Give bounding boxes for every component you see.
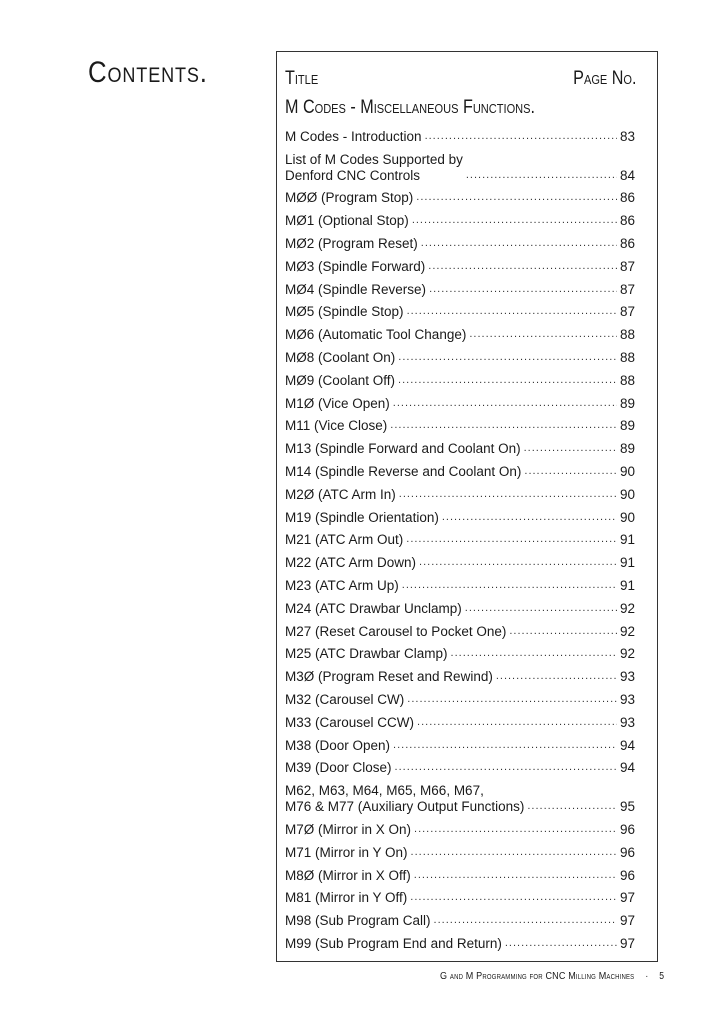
toc-entry-title-line: MØ4 (Spindle Reverse) (285, 281, 427, 297)
toc-entry (285, 412, 635, 435)
dot-leader (466, 169, 617, 181)
toc-entry-title (285, 890, 407, 906)
dot-leader (414, 823, 617, 835)
toc-entry-title (285, 396, 390, 412)
toc-entry-page: 89 (619, 395, 635, 411)
toc-entry-page: 90 (619, 509, 635, 525)
toc-entry-page: 93 (619, 669, 635, 685)
toc-entry-title (285, 692, 404, 708)
dot-leader (407, 693, 617, 705)
toc-entry-title (285, 350, 395, 366)
toc-entry-title-line: MØ3 (Spindle Forward) (285, 258, 426, 274)
toc-entry-title-line: M32 (Carousel CW) (285, 691, 405, 707)
toc-entry-title-line: M1Ø (Vice Open) (285, 395, 390, 411)
toc-entry-page: 96 (619, 867, 635, 883)
toc-entry-title-line: MØ5 (Spindle Stop) (285, 304, 404, 320)
toc-entry-title (285, 555, 416, 571)
toc-entry-title (285, 715, 414, 731)
toc-entry-title (285, 532, 403, 548)
toc-entry-title-line: M39 (Door Close) (285, 760, 392, 776)
toc-entries (285, 122, 635, 952)
toc-entry-title-line: MØ1 (Optional Stop) (285, 213, 409, 229)
toc-entry-page: 96 (619, 821, 635, 837)
toc-entry-page: 93 (619, 714, 635, 730)
toc-entry (285, 617, 635, 640)
toc-entry (285, 708, 635, 731)
toc-entry-page: 88 (619, 372, 635, 388)
dot-leader (399, 488, 617, 500)
toc-entry-title-line: Denford CNC Controls (285, 167, 421, 183)
dot-leader (434, 914, 617, 926)
contents-table (276, 51, 658, 962)
toc-entry (285, 861, 635, 884)
toc-entry-title (285, 282, 426, 298)
toc-entry-page: 86 (619, 235, 635, 251)
toc-entry-title (285, 646, 448, 662)
column-header-title: Title (285, 68, 319, 89)
toc-entry-title (285, 259, 425, 275)
toc-entry-title (285, 845, 408, 861)
toc-entry-page: 89 (619, 441, 635, 457)
toc-entry (285, 929, 635, 952)
toc-entry-title-line: M13 (Spindle Forward and Coolant On) (285, 441, 521, 457)
toc-entry-title (285, 601, 462, 617)
toc-entry-title (285, 304, 404, 320)
toc-entry-title-line: M81 (Mirror in Y Off) (285, 890, 408, 906)
toc-entry (285, 526, 635, 549)
toc-entry (285, 731, 635, 754)
dot-leader (524, 442, 617, 454)
dot-leader (465, 602, 617, 614)
toc-entry-title-line: M22 (ATC Arm Down) (285, 555, 417, 571)
toc-entry-page: 83 (619, 128, 635, 144)
toc-entry-title-line: M14 (Spindle Reverse and Coolant On) (285, 463, 522, 479)
toc-entry-title-line: M23 (ATC Arm Up) (285, 577, 399, 593)
toc-entry-page: 87 (619, 258, 635, 274)
toc-entry-page: 90 (619, 486, 635, 502)
dot-leader (393, 739, 617, 751)
toc-entry-title (285, 441, 521, 457)
toc-entry-page: 96 (619, 844, 635, 860)
toc-entry (285, 906, 635, 929)
dot-leader (417, 716, 617, 728)
toc-entry (285, 389, 635, 412)
toc-entry-title (285, 578, 399, 594)
toc-entry-title (285, 190, 413, 206)
toc-entry (285, 206, 635, 229)
dot-leader (425, 130, 617, 142)
dot-leader (390, 419, 617, 431)
toc-entry-title (285, 129, 422, 145)
toc-entry-title-line: M25 (ATC Drawbar Clamp) (285, 646, 448, 662)
toc-entry-title (285, 487, 396, 503)
dot-leader (421, 237, 617, 249)
toc-entry-page: 90 (619, 463, 635, 479)
toc-entry-title (285, 913, 431, 929)
toc-entry-page: 94 (619, 737, 635, 753)
toc-entry (285, 548, 635, 571)
toc-entry-page: 87 (619, 281, 635, 297)
toc-entry (285, 275, 635, 298)
footer-separator: · (645, 971, 649, 982)
dot-leader (393, 397, 617, 409)
toc-entry (285, 184, 635, 207)
page-footer (440, 970, 664, 982)
toc-entry-page: 86 (619, 213, 635, 229)
toc-entry-title (285, 936, 502, 952)
toc-entry (285, 122, 635, 145)
toc-entry (285, 685, 635, 708)
dot-leader (509, 625, 617, 637)
dot-leader (505, 937, 617, 949)
dot-leader (429, 283, 617, 295)
dot-leader (412, 214, 617, 226)
toc-entry-page: 87 (619, 304, 635, 320)
toc-entry-page: 89 (619, 418, 635, 434)
dot-leader (402, 579, 617, 591)
toc-entry-title-line: M24 (ATC Drawbar Unclamp) (285, 600, 462, 616)
toc-entry (285, 571, 635, 594)
toc-entry (285, 343, 635, 366)
toc-entry-page: 97 (619, 913, 635, 929)
toc-entry-title (285, 418, 387, 434)
toc-entry-title (285, 669, 493, 685)
toc-entry (285, 298, 635, 321)
contents-heading: Contents. (88, 56, 208, 89)
toc-entry (285, 480, 635, 503)
toc-entry-title (285, 822, 411, 838)
toc-entry (285, 457, 635, 480)
dot-leader (407, 305, 617, 317)
dot-leader (419, 556, 617, 568)
dot-leader (527, 800, 617, 812)
toc-entry-page: 95 (619, 799, 635, 815)
toc-entry (285, 662, 635, 685)
toc-entry (285, 366, 635, 389)
toc-entry-title-line: M33 (Carousel CCW) (285, 714, 415, 730)
toc-entry-title-line: M2Ø (ATC Arm In) (285, 486, 396, 502)
toc-entry-title-line: M19 (Spindle Orientation) (285, 509, 439, 525)
toc-entry-page: 92 (619, 623, 635, 639)
toc-entry-title-line: M99 (Sub Program End and Return) (285, 935, 502, 951)
column-header-page-no: Page No. (573, 68, 637, 89)
toc-entry-title (285, 783, 524, 815)
toc-entry-page: 94 (619, 760, 635, 776)
toc-entry-title-line: M98 (Sub Program Call) (285, 913, 431, 929)
toc-entry-title-line: M62, M63, M64, M65, M66, M67, (285, 783, 484, 799)
toc-entry-page: 92 (619, 646, 635, 662)
toc-entry-title-line: List of M Codes Supported by (285, 151, 463, 167)
toc-entry-title-line: M7Ø (Mirror in X On) (285, 821, 412, 837)
toc-entry-title-line: M71 (Mirror in Y On) (285, 844, 408, 860)
toc-entry-page: 86 (619, 190, 635, 206)
dot-leader (469, 328, 617, 340)
toc-entry (285, 815, 635, 838)
toc-entry-title (285, 327, 466, 343)
dot-leader (442, 511, 617, 523)
toc-entry-page: 91 (619, 577, 635, 593)
toc-entry-page: 84 (619, 167, 635, 183)
toc-entry-title (285, 373, 395, 389)
dot-leader (398, 351, 617, 363)
toc-entry (285, 640, 635, 663)
dot-leader (496, 670, 617, 682)
dot-leader (398, 374, 617, 386)
toc-entry-page: 88 (619, 327, 635, 343)
toc-entry-title-line: MØ6 (Automatic Tool Change) (285, 327, 467, 343)
dot-leader (414, 869, 617, 881)
toc-entry-title (285, 738, 390, 754)
toc-entry (285, 884, 635, 907)
toc-entry-title (285, 236, 418, 252)
toc-entry (285, 594, 635, 617)
dot-leader (416, 191, 617, 203)
toc-entry-title-line: M21 (ATC Arm Out) (285, 532, 404, 548)
section-heading: M Codes - Miscellaneous Functions. (285, 97, 536, 118)
toc-entry (285, 434, 635, 457)
dot-leader (428, 260, 617, 272)
toc-entry-title-line: M8Ø (Mirror in X Off) (285, 867, 411, 883)
footer-title: G and M Programming for CNC Milling Machines (440, 970, 635, 982)
toc-entry-page: 97 (619, 890, 635, 906)
toc-entry-title-line: MØ9 (Coolant Off) (285, 372, 396, 388)
toc-entry-title-line: M27 (Reset Carousel to Pocket One) (285, 623, 507, 639)
toc-entry-title (285, 760, 392, 776)
dot-leader (411, 846, 617, 858)
toc-entry-page: 97 (619, 935, 635, 951)
dot-leader (395, 761, 617, 773)
toc-entry-title (285, 868, 411, 884)
toc-entry-page: 92 (619, 600, 635, 616)
dot-leader (451, 647, 617, 659)
toc-entry-title (285, 624, 506, 640)
toc-entry-title (285, 510, 439, 526)
toc-entry-title-line: MØ2 (Program Reset) (285, 235, 418, 251)
toc-entry-page: 88 (619, 349, 635, 365)
toc-entry-title-line: M Codes - Introduction (285, 128, 422, 144)
toc-entry (285, 754, 635, 777)
toc-entry-title-line: MØØ (Program Stop) (285, 190, 414, 206)
dot-leader (524, 465, 617, 477)
toc-entry-title-line: M11 (Vice Close) (285, 418, 388, 434)
footer-page-number: 5 (659, 971, 665, 982)
toc-entry (285, 838, 635, 861)
toc-entry (285, 776, 635, 815)
toc-entry-title-line: M38 (Door Open) (285, 737, 391, 753)
toc-entry-page: 91 (619, 555, 635, 571)
toc-entry-title (285, 464, 521, 480)
toc-entry-page: 91 (619, 532, 635, 548)
toc-entry-title (285, 152, 463, 184)
toc-entry-title (285, 213, 409, 229)
toc-entry (285, 229, 635, 252)
toc-entry (285, 145, 635, 184)
toc-entry (285, 320, 635, 343)
dot-leader (410, 891, 617, 903)
toc-entry-title-line: M3Ø (Program Reset and Rewind) (285, 669, 493, 685)
toc-entry-title-line: MØ8 (Coolant On) (285, 349, 396, 365)
toc-entry (285, 503, 635, 526)
toc-entry-title-line: M76 & M77 (Auxiliary Output Functions) (285, 799, 525, 815)
dot-leader (406, 533, 617, 545)
toc-entry (285, 252, 635, 275)
toc-entry-page: 93 (619, 691, 635, 707)
